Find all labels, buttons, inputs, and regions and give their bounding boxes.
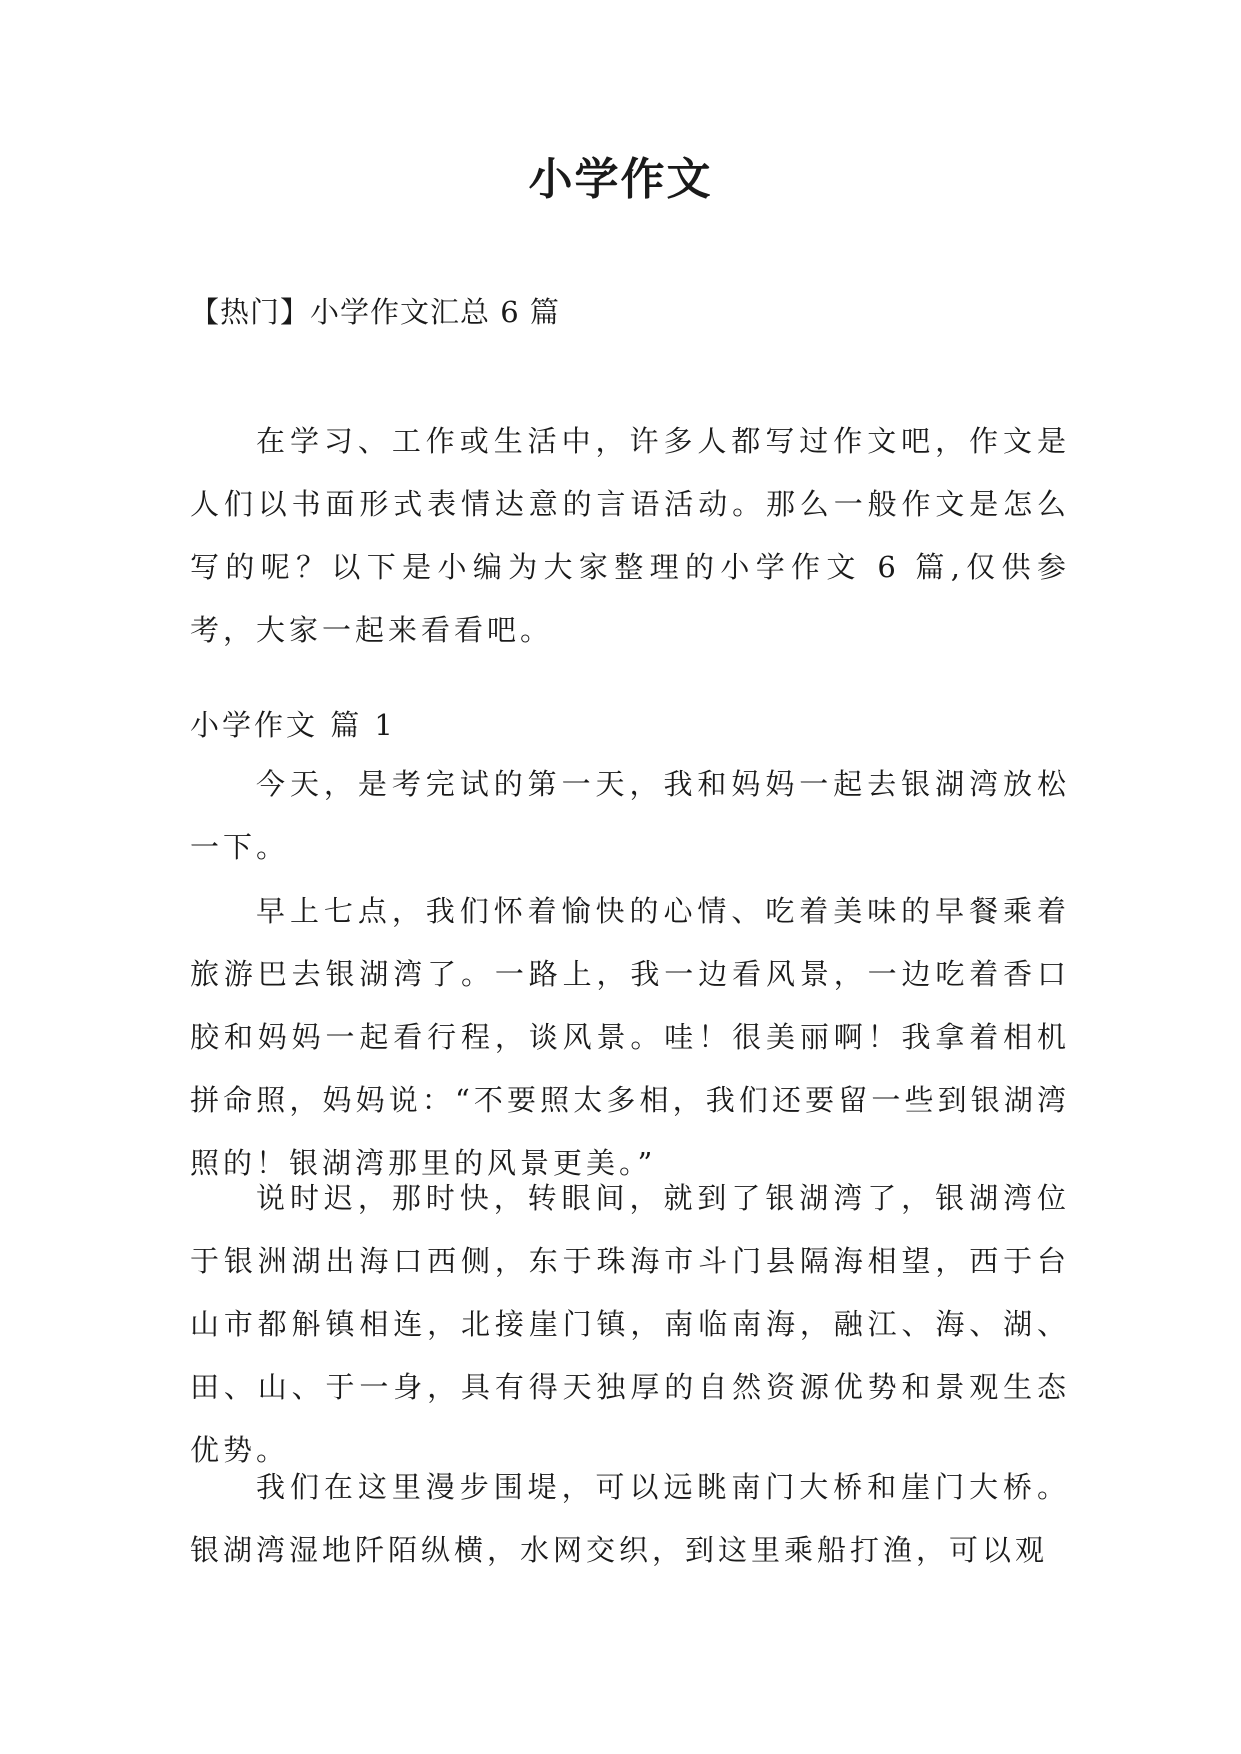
body-paragraph-2: 早上七点，我们怀着愉快的心情、吃着美味的早餐乘着旅游巴去银湖湾了。一路上，我一边看风景，一边吃着香口胶和妈妈一起看行程，谈风景。哇！很美丽啊！我拿着相机拼命照，妈妈说：“不要照太多相，我们还要留一些到银湖湾照的！银湖湾那里的风景更美。” [190, 894, 1070, 1180]
document-subtitle: 【热门】小学作文汇总 6 篇 [190, 295, 560, 329]
section-heading: 小学作文 篇 1 [190, 708, 396, 742]
intro-paragraph: 在学习、工作或生活中，许多人都写过作文吧，作文是人们以书面形式表情达意的言语活动。那么一般作文是怎么写的呢？以下是小编为大家整理的小学作文 6 篇,仅供参考，大家一起来看看吧。 [190, 424, 1070, 647]
document-title: 小学作文 [528, 154, 713, 205]
body-paragraph-3: 说时迟，那时快，转眼间，就到了银湖湾了，银湖湾位于银洲湖出海口西侧，东于珠海市斗门县隔海相望，西于台山市都斛镇相连，北接崖门镇，南临南海，融江、海、湖、田、山、于一身，具有得天独厚的自然资源优势和景观生态优势。 [190, 1181, 1070, 1467]
body-paragraph-4: 我们在这里漫步围堤，可以远眺南门大桥和崖门大桥。银湖湾湿地阡陌纵横，水网交织，到这里乘船打渔，可以观 [190, 1470, 1070, 1567]
body-paragraph-1: 今天，是考完试的第一天，我和妈妈一起去银湖湾放松一下。 [190, 767, 1070, 864]
